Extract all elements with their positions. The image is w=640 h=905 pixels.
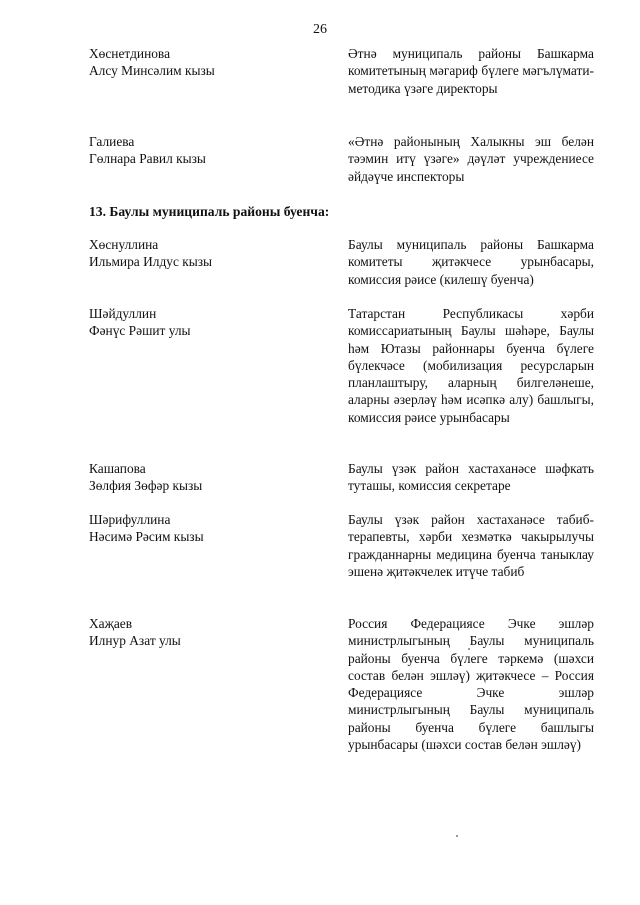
member-given-name: Алсу Минсәлим кызы <box>89 63 215 79</box>
member-name <box>89 460 309 495</box>
member-name <box>89 615 309 650</box>
member-given-name: Гөлнара Равил кызы <box>89 151 206 167</box>
scan-speck <box>456 835 458 837</box>
member-surname: Хөснетдинова <box>89 46 171 61</box>
scan-speck <box>468 648 470 650</box>
member-position: Татарстан Республикасы хәрби комиссариатының Баулы шәһәре, Баулы һәм Ютазы районнары буенча бүлеге бүлекчәсе (мобилизация ресурсларын планлаштыру, аларның билгеләнеше, аларны әзерләү һәм исәпкә алу) башлыгы, комиссия рәисе урынбасары <box>348 306 594 425</box>
member-name <box>89 305 309 340</box>
member-position: Әтнә муниципаль районы Башкарма комитетының мәгариф бүлеге мәгълүмати-методика үзәге директоры <box>348 46 594 96</box>
member-given-name: Фәнүс Рәшит улы <box>89 323 191 339</box>
member-given-name: Зөлфия Зөфәр кызы <box>89 478 203 494</box>
member-position: Баулы муниципаль районы Башкарма комитеты җитәкчесе урынбасары, комиссия рәисе (килешү буенча) <box>348 237 594 287</box>
member-given-name: Ильмира Илдус кызы <box>89 254 213 270</box>
member-surname: Хөснуллина <box>89 237 159 252</box>
member-name <box>89 45 309 80</box>
page-number: 26 <box>313 22 327 37</box>
member-surname: Галиева <box>89 134 135 149</box>
member-position: Баулы үзәк район хастаханәсе шәфкать туташы, комиссия секретаре <box>348 461 594 494</box>
member-position: «Әтнә районының Халыкны эш белән тәэмин итү үзәге» дәүләт учреждениесе әйдәүче инспекторы <box>348 134 594 184</box>
member-name <box>89 511 309 546</box>
member-name <box>89 236 309 271</box>
member-surname: Шәйдуллин <box>89 306 157 321</box>
member-surname: Хаҗаев <box>89 616 133 631</box>
section-heading: 13. Баулы муниципаль районы буенча: <box>89 204 330 219</box>
member-given-name: Илнур Азат улы <box>89 633 181 649</box>
member-surname: Кашапова <box>89 461 146 476</box>
member-given-name: Нәсимә Рәсим кызы <box>89 529 204 545</box>
member-position: Баулы үзәк район хастаханәсе табиб-терапевты, хәрби хезмәткә чакырылучы гражданнарны медицина буенча таныклау эшенә җитәкчелек итүче табиб <box>348 512 594 579</box>
member-name <box>89 133 309 168</box>
member-position: Россия Федерациясе Эчке эшләр министрлыгының Баулы муниципаль районы буенча бүлеге тәркемә (шәхси состав белән эшләү) җитәкчесе – Россия Федерациясе Эчке эшләр министрлыгының Баулы муниципаль районы буенча бүлеге башлыгы урынбасары (шәхси состав белән эшләү) <box>348 616 594 753</box>
member-surname: Шәрифуллина <box>89 512 171 527</box>
